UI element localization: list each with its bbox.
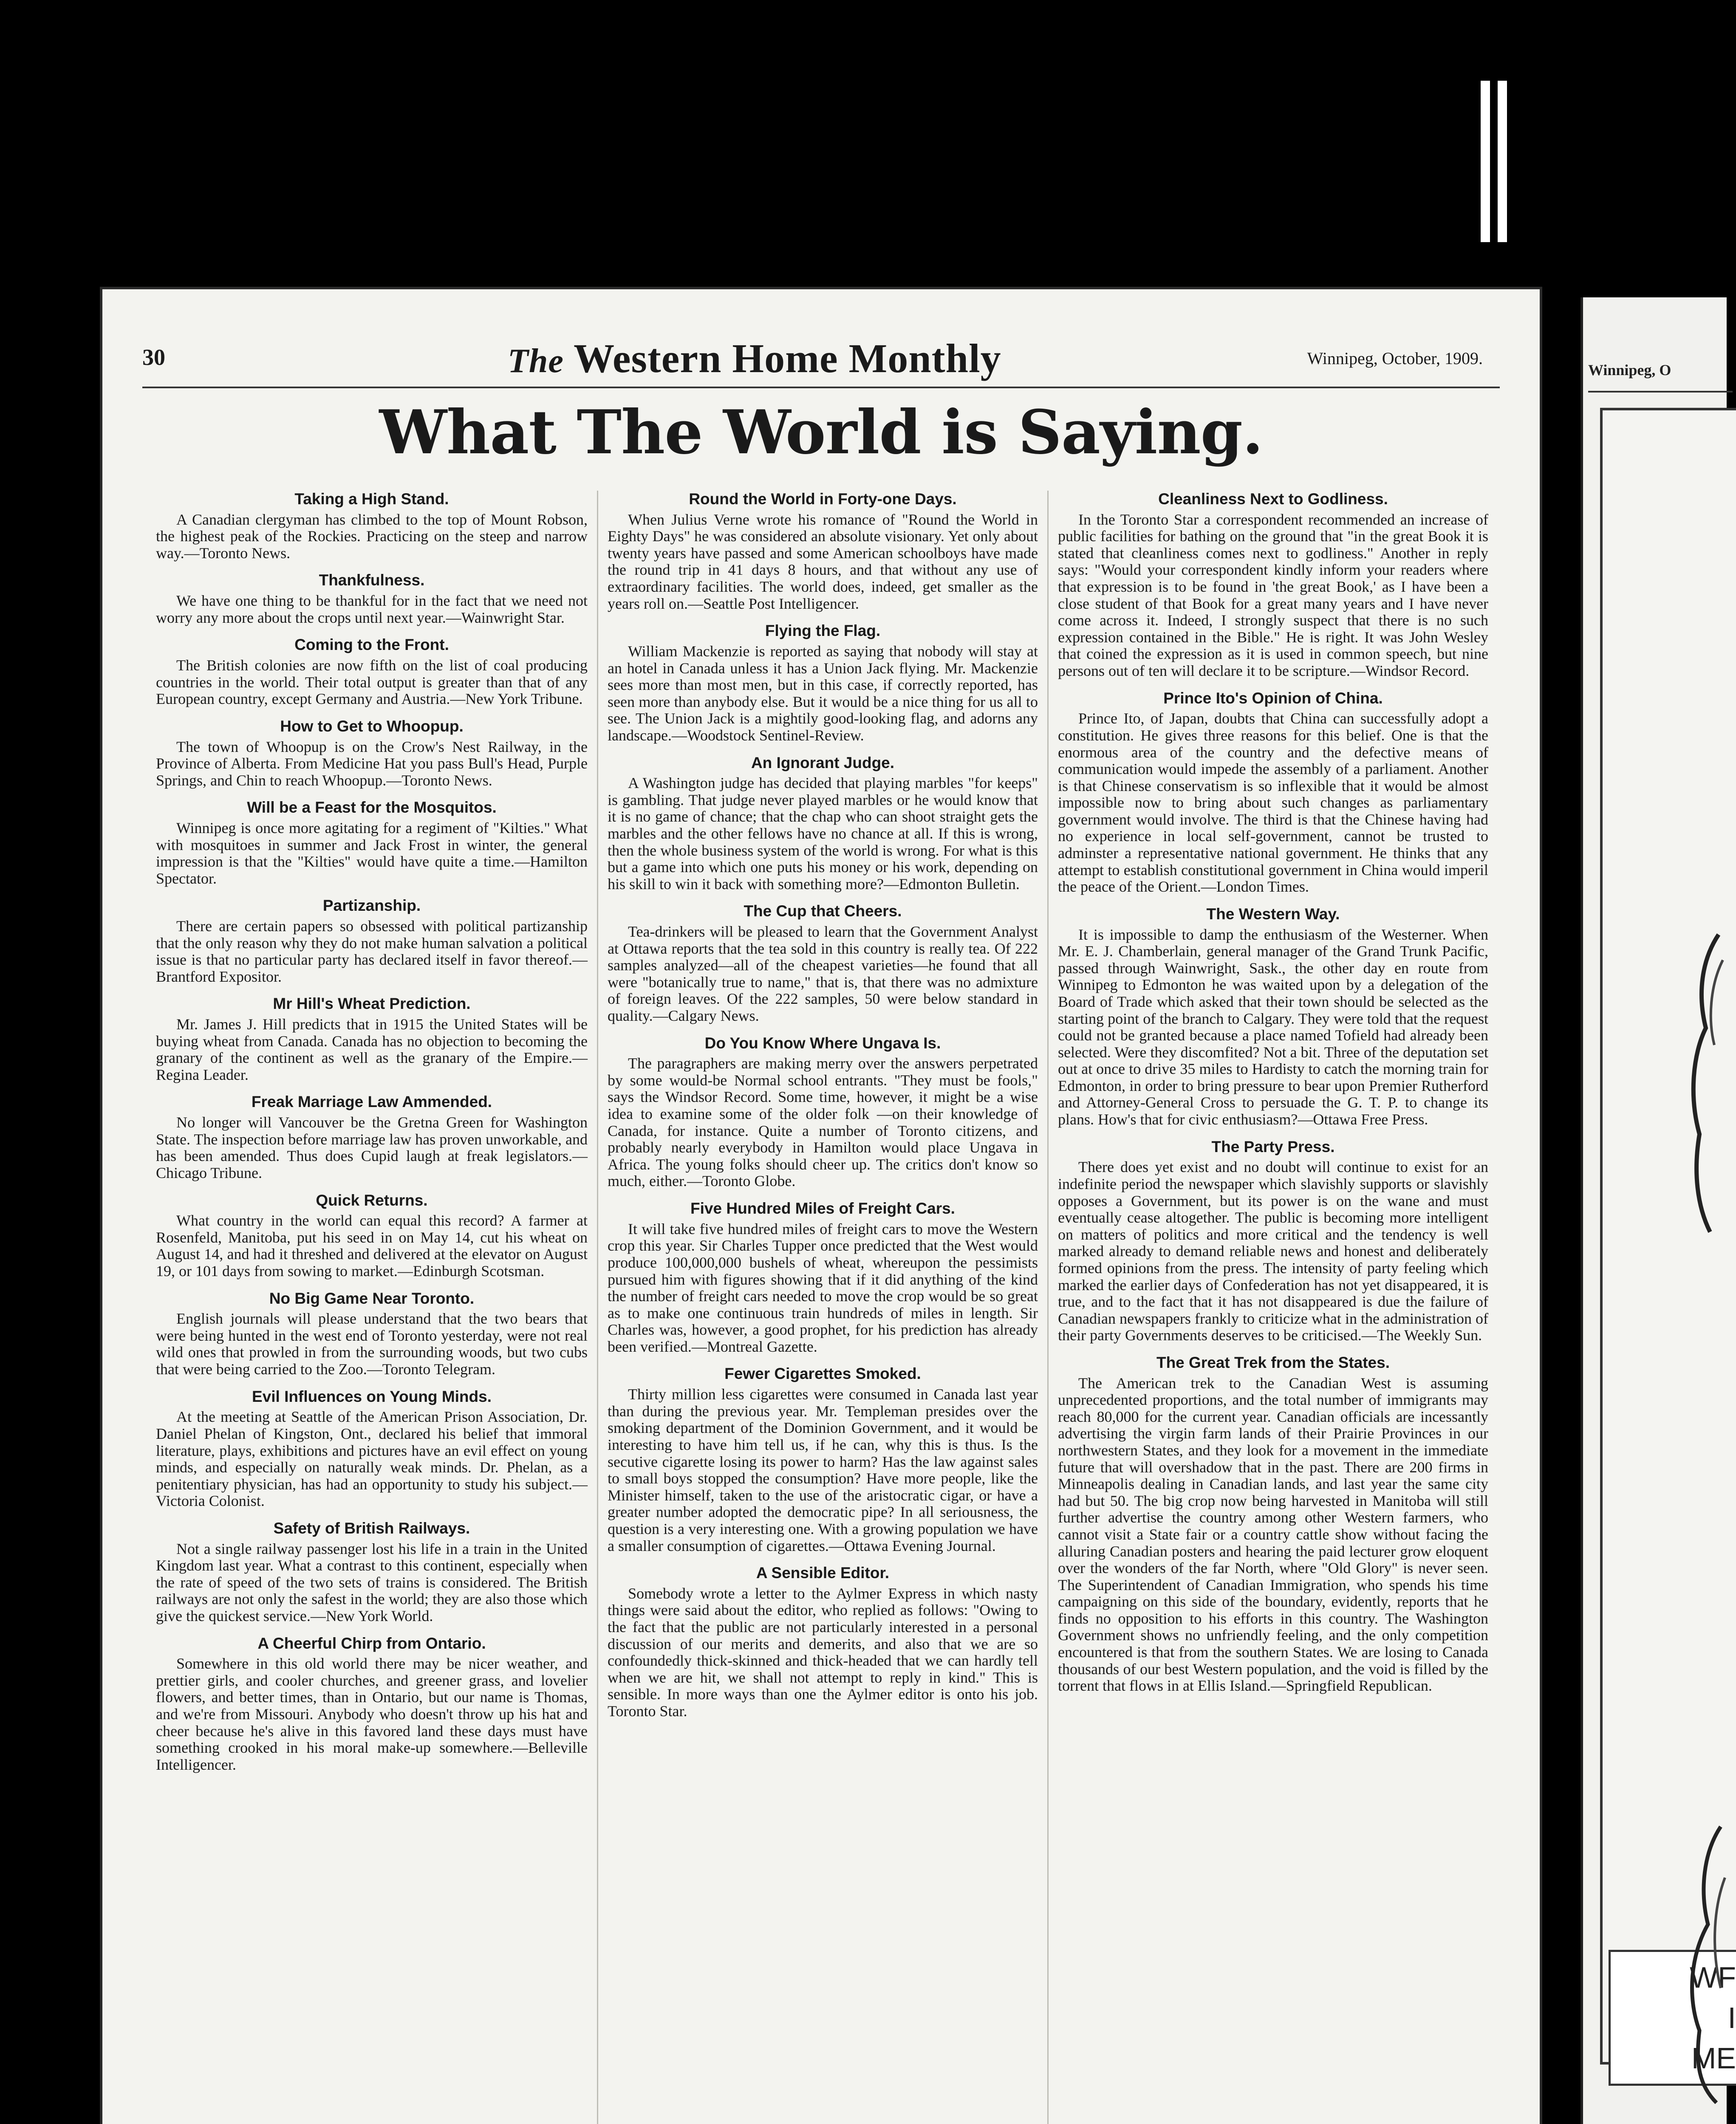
article-headline: The Party Press. (1211, 1138, 1335, 1155)
article-body: It will take five hundred miles of freight cars to move the Western crop this year. Sir Charles Tupper once predicted that the West would produce 100,000,000 bushels of wheat, whereupon the pessimists pursued him with figures showing that if it did anything of the kind the number of freight cars needed to move the crop would be so great as to make one continuous train hundreds of miles in length. Sir Charles was, however, a good prophet, for his prediction has already been verified.—Montreal Gazette. (608, 1220, 1038, 1355)
article-headline: Quick Returns. (316, 1191, 428, 1209)
article-headline: An Ignorant Judge. (751, 754, 895, 771)
article-body: Thirty million less cigarettes were consumed in Canada last year than during the previous year. Mr. Templeman presides over the smoking department of the Dominion Government, and it would be interesting to have him tell us, if he can, why this is thus. Is the secutive cigarette losing its power to harm? Has the law against sales to small boys stopped the consumption? Have more people, like the Minister himself, taken to the use of the aristocratic cigar, or have a greater number adopted the democratic pipe? In all seriousness, the question is a very interesting one. With a growing population we have a smaller consumption of cigarettes.—Ottawa Evening Journal. (608, 1386, 1038, 1554)
article (156, 1635, 588, 1774)
article-body: A Canadian clergyman has climbed to the top of Mount Robson, the highest peak of the Rockies. Practicing on the steep and narrow way.—Toronto News. (156, 511, 588, 562)
article-headline: Cleanliness Next to Godliness. (1158, 490, 1388, 508)
page-number: 30 (142, 345, 165, 370)
scan-edge-bar (1481, 81, 1490, 242)
article-headline: Five Hundred Miles of Freight Cars. (690, 1200, 955, 1217)
article-headline: Coming to the Front. (294, 636, 449, 654)
magazine-page (100, 287, 1542, 2124)
adjacent-illustration-figure (1657, 1827, 1729, 2103)
article-headline: The Cup that Cheers. (744, 902, 902, 920)
column-1 (147, 491, 597, 2124)
article-body: English journals will please understand that the two bears that were being hunted in the west end of Toronto yesterday, were not real wild ones that prowled in from the surrounding woods, but two cubs that were being carried to the Zoo.—Toronto Telegram. (156, 1310, 588, 1378)
article-headline: Evil Influences on Young Minds. (252, 1387, 492, 1405)
article-body: When Julius Verne wrote his romance of "Round the World in Eighty Days" he was considered an absolute visionary. Yet only about twenty years have passed and some American schoolboys have made the round trip in 41 days 8 hours, and that without any use of extraordinary facilities. The world does, indeed, get smaller as the years roll on.—Seattle Post Intelligencer. (608, 511, 1038, 612)
column-2 (597, 491, 1047, 2124)
adjacent-page-rule (1588, 391, 1733, 393)
article-headline: Do You Know Where Ungava Is. (704, 1034, 941, 1052)
article-headline: A Cheerful Chirp from Ontario. (257, 1634, 486, 1652)
article-body: What country in the world can equal this record? A farmer at Rosenfeld, Manitoba, put his seed in on May 14, cut his wheat on August 14, and had it threshed and delivered at the elevator on August 19, or 101 days from sowing to market.—Edinburgh Scotsman. (156, 1212, 588, 1279)
article-body: We have one thing to be thankful for in the fact that we need not worry any more about the crops until next year.—Wainwright Star. (156, 592, 588, 626)
article (156, 897, 588, 985)
article (156, 1093, 588, 1181)
masthead-the: The (508, 342, 564, 380)
article (156, 718, 588, 789)
article-headline: Freak Marriage Law Ammended. (251, 1093, 492, 1111)
article (608, 1200, 1038, 1355)
article-columns (147, 491, 1498, 2124)
article-body: The British colonies are now fifth on the list of coal producing countries in the world. Their total output is greater than that of any European country, except Germany and Austria.—New York Tribune. (156, 657, 588, 708)
header-rule (142, 387, 1500, 388)
adjacent-ad-line: ME (1691, 2042, 1736, 2075)
article-headline: Partizanship. (322, 897, 421, 915)
article-body: No longer will Vancouver be the Gretna Green for Washington State. The inspection before marriage law has proven unworkable, and has been amended. Thus does Cupid laugh at freak legislators.—Chicago Tribune. (156, 1114, 588, 1181)
scan-edge-bar (1498, 81, 1507, 242)
article (156, 1388, 588, 1510)
article-body: In the Toronto Star a correspondent recommended an increase of public facilities for bathing on the ground that "in the great Book it is stated that cleanliness comes next to godliness." Another in reply says: "Would your correspondent kindly inform your readers where that expression is to be found in 'the great Book,' as I have been a close student of that Book for a great many years and I have never come across it. Indeed, I strongly suspect that there is no such expression contained in the Bible." He is right. It was John Wesley that coined the expression as it is used in common speech, but nine persons out of ten will declare it to be scripture.—Windsor Record. (1058, 511, 1488, 680)
article-body: At the meeting at Seattle of the American Prison Association, Dr. Daniel Phelan of Kingston, Ont., declared his belief that immoral literature, plays, exhibitions and pictures have an evil effect on young minds, and especially on naturally weak minds. Dr. Phelan, as a penitentiary physician, has had an opportunity to study his subject.—Victoria Colonist. (156, 1408, 588, 1510)
article-headline: Taking a High Stand. (294, 490, 449, 508)
article-headline: The Western Way. (1206, 905, 1340, 923)
article (1058, 491, 1488, 680)
article (156, 799, 588, 887)
adjacent-page-ad-frame (1600, 408, 1736, 2065)
article-body: Somewhere in this old world there may be nicer weather, and prettier girls, and cooler churches, and greener grass, and lovelier flowers, and better times, than in Ontario, but our name is Thomas, and we're from Missouri. Anybody who doesn't throw up his hat and cheer because he's alive in this favored land these days must have something crooked in his moral make-up somewhere.—Belleville Intelligencer. (156, 1655, 588, 1773)
article-body: There does yet exist and no doubt will continue to exist for an indefinite period the newspaper which slavishly supports or slavishly opposes a Government, but its power is on the wane and must eventually cease altogether. The public is becoming more intelligent on matters of politics and more critical and the tendency is well marked already to demand reliable news and honest and deliberately formed opinions from the press. The intensity of party feeling which marked the earlier days of Confederation has not yet disappeared, it is true, and to the fact that it has not disappeared is due the failure of Canadian newspapers frankly to criticize what in the administration of their party Governments deserves to be criticised.—The Weekly Sun. (1058, 1158, 1488, 1344)
article (156, 1520, 588, 1625)
article (156, 572, 588, 626)
article-headline: Mr Hill's Wheat Prediction. (273, 995, 471, 1013)
article (1058, 906, 1488, 1128)
article-body: It is impossible to damp the enthusiasm of the Westerner. When Mr. E. J. Chamberlain, general manager of the Grand Trunk Pacific, passed through Wainwright, Sask., the other day en route from Winnipeg to Edmonton he was waited upon by a delegation of the Board of Trade which asked that their town should be selected as the starting point of the branch to Calgary. They were told that the request could not be granted because a place named Tofield had already been selected. Were they discomfited? Not a bit. Three of the deputation set out at once to drive 35 miles to Hardisty to catch the morning train for Edmonton, in order to bring pressure to bear upon Premier Rutherford and Attorney-General Cross to persuade the G. T. P. to change its plans. How's that for civic enthusiasm?—Ottawa Free Press. (1058, 926, 1488, 1128)
article-body: Prince Ito, of Japan, doubts that China can successfully adopt a constitution. He gives three reasons for this belief. One is that the enormous area of the country and the defective means of communication would impede the assembly of a parliament. Another is that Chinese conservatism is so inflexible that it would be almost impossible now to bring about such changes as parliamentary government would involve. The third is that the Chinese having had no experience in local self-government, cannot be trusted to adminster a representative national government. He thinks that any attempt to establish constitutional government in China would imperil the peace of the Orient.—London Times. (1058, 710, 1488, 895)
article (608, 1365, 1038, 1554)
masthead-title: Western Home Monthly (574, 336, 1001, 381)
article-headline: The Great Trek from the States. (1156, 1353, 1390, 1371)
page-title: What The World is Saying. (379, 397, 1263, 468)
article (156, 1290, 588, 1378)
article (156, 1192, 588, 1280)
article-body: Somebody wrote a letter to the Aylmer Express in which nasty things were said about the editor, who replied as follows: "Owing to the fact that the public are not particularly interested in a personal discussion of our merits and demerits, and also that we are so confoundedly thick-skinned and thick-headed that we can hardly tell when we are hit, we shall not attempt to reply in kind." This is sensible. In more ways than one the Aylmer editor is onto his job. Toronto Star. (608, 1585, 1038, 1720)
article-headline: Fewer Cigarettes Smoked. (724, 1365, 921, 1383)
masthead (508, 335, 1001, 382)
article (1058, 1354, 1488, 1695)
article-body: There are certain papers so obsessed with political partizanship that the only reason why they do not make human salvation a political issue is that no particular party has declared itself in favor thereof.—Brantford Expositor. (156, 918, 588, 985)
article-headline: Will be a Feast for the Mosquitos. (247, 799, 497, 816)
article-body: Mr. James J. Hill predicts that in 1915 the United States will be buying wheat from Canada. Canada has no objection to becoming the granary of the continent as well as the granary of the Empire.—Regina Leader. (156, 1016, 588, 1083)
article-body: Not a single railway passenger lost his life in a train in the United Kingdom last year. What a contrast to this continent, especially when the rate of speed of the two sets of trains is considered. The British railways are not only the safest in the world; they are also those which give the quickest service.—New York World. (156, 1540, 588, 1624)
article-headline: How to Get to Whoopup. (280, 717, 464, 735)
article-headline: Round the World in Forty-one Days. (689, 490, 957, 508)
article (156, 995, 588, 1083)
article-body: Tea-drinkers will be pleased to learn that the Government Analyst at Ottawa reports that the tea sold in this country is really tea. Of 222 samples analyzed—all of the cheapest varieties—he found that all were "botanically true to name," that is, that there was no admixture of foreign leaves. Of the 222 samples, 50 were below standard in quality.—Calgary News. (608, 923, 1038, 1024)
article (1058, 690, 1488, 895)
article (608, 903, 1038, 1024)
article (1058, 1138, 1488, 1344)
article-headline: No Big Game Near Toronto. (269, 1289, 475, 1307)
article (608, 491, 1038, 612)
column-3 (1047, 491, 1498, 2124)
article-body: A Washington judge has decided that playing marbles "for keeps" is gambling. That judge never played marbles or he would know that it is no game of chance; that the chap who can shoot straight gets the marbles and the other fellows have no chance at all. If this is wrong, then the whole business system of the world is wrong. For what is this but a game into which one puts his money or his work, depending on his skill to win it back with something more?—Edmonton Bulletin. (608, 774, 1038, 893)
adjacent-ad-line: WF (1690, 1961, 1736, 1994)
article-body: William Mackenzie is reported as saying that nobody will stay at an hotel in Canada unless it has a Union Jack flying. Mr. Mackenzie sees more than most men, but in this case, if correctly reported, has seen more than anybody else. But it would be a nice thing for us all to see. The Union Jack is a mightily good-looking flag, and adorns any landscape.—Woodstock Sentinel-Review. (608, 642, 1038, 744)
article (608, 1565, 1038, 1720)
adjacent-illustration-figure (1668, 935, 1731, 1232)
article (608, 754, 1038, 893)
page-header (100, 336, 1542, 382)
article-headline: Safety of British Railways. (273, 1519, 470, 1537)
article (156, 636, 588, 707)
article-body: The paragraphers are making merry over the answers perpetrated by some would-be Normal school entrants. "They must be fools," says the Windsor Record. Some time, however, it might be a wise idea to examine some of the older folk —on their knowledge of Canada, for instance. Quite a number of Toronto citizens, and probably nearly everybody in Hamilton would place Ungava in Africa. The young folks should cheer up. The critics don't know so much, either.—Toronto Globe. (608, 1055, 1038, 1190)
article-headline: Prince Ito's Opinion of China. (1163, 689, 1383, 707)
article-body: The town of Whoopup is on the Crow's Nest Railway, in the Province of Alberta. From Medicine Hat you pass Bull's Head, Purple Springs, and Chin to reach Whoopup.—Toronto News. (156, 738, 588, 789)
article-body: The American trek to the Canadian West is assuming unprecedented proportions, and the total number of immigrants may reach 80,000 for the current year. Canadian officials are incessantly advertising the virgin farm lands of their Prairie Provinces in our northwestern States, and they look for a movement in the immediate future that will overshadow that in the past. There are 200 firms in Minneapolis dealing in Canadian lands, and last year the same city had but 50. The big crop now being harvested in Manitoba will still further advertise the country among other Western farmers, who cannot visit a State fair or a country cattle show without facing the alluring Canadian posters and hearing the paid lecturer grow eloquent over the wonders of the far North, where "Old Glory" is never seen. The Superintendent of Canadian Immigration, who spends his time campaigning on this side of the boundary, evidently, reports that he finds no opposition to his efforts in this country. The Washington Government shows no unfriendly feeling, and the only competition encountered is that from the southern States. We are losing to Canada thousands of our best Western population, and the void is filled by the torrent that flows in at Ellis Island.—Springfield Republican. (1058, 1374, 1488, 1695)
adjacent-ad-line: I (1728, 2001, 1736, 2034)
article-body: Winnipeg is once more agitating for a regiment of "Kilties." What with mosquitoes in summer and Jack Frost in winter, the general impression is that the "Kilties" would have quite a time.—Hamilton Spectator. (156, 819, 588, 887)
article (156, 491, 588, 562)
article-headline: Thankfulness. (319, 571, 425, 589)
article (608, 622, 1038, 744)
article (608, 1035, 1038, 1190)
issue-date: Winnipeg, October, 1909. (1307, 349, 1483, 368)
adjacent-page-header: Winnipeg, O (1588, 362, 1671, 378)
article-headline: A Sensible Editor. (756, 1564, 890, 1582)
article-headline: Flying the Flag. (765, 622, 881, 640)
